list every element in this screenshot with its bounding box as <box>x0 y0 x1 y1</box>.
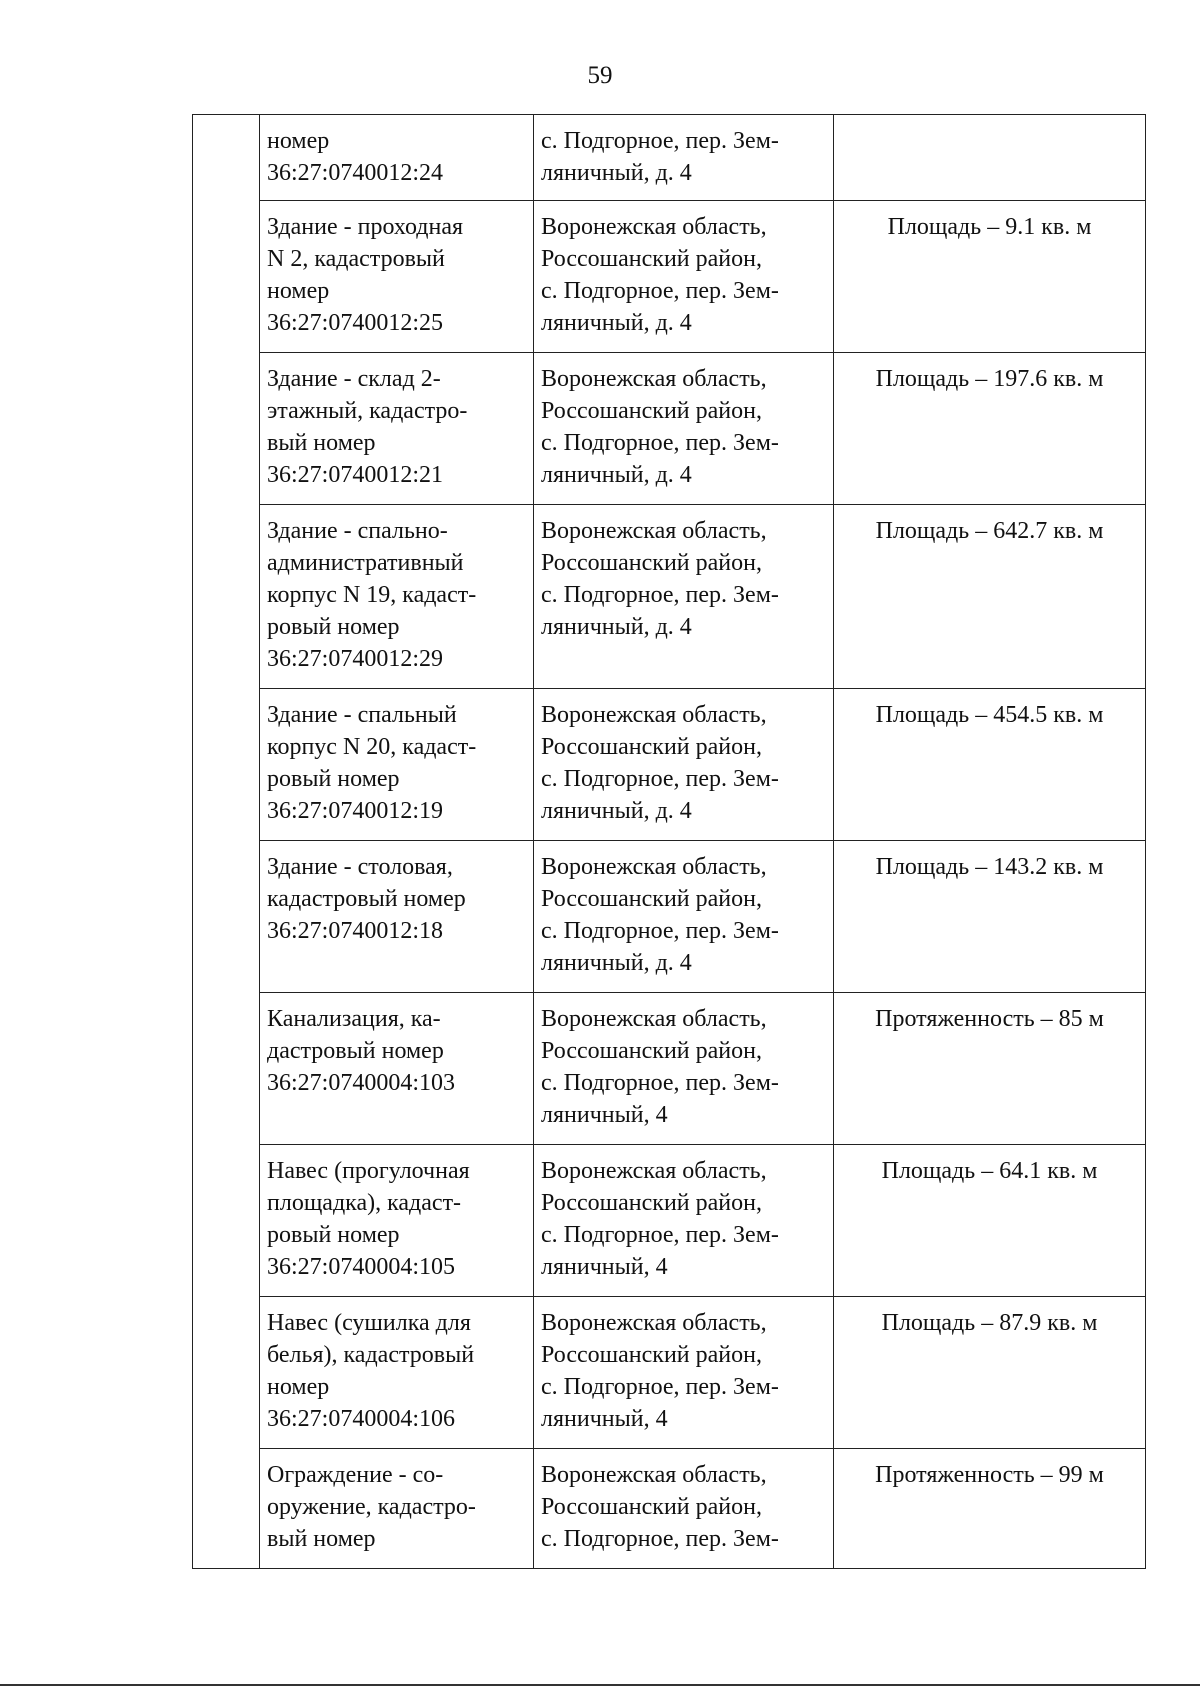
object-name-cell: номер 36:27:0740012:24 <box>260 115 534 201</box>
characteristics-cell: Площадь – 454.5 кв. м <box>834 689 1146 841</box>
characteristics-cell: Площадь – 143.2 кв. м <box>834 841 1146 993</box>
table-row <box>193 201 1146 353</box>
row-number-cell <box>193 1145 260 1297</box>
object-name-cell: Канализация, ка- дастровый номер 36:27:0740004:103 <box>260 993 534 1145</box>
address-cell: Воронежская область, Россошанский район, с. Подгорное, пер. Зем- ляничный, д. 4 <box>534 689 834 841</box>
characteristics-cell: Площадь – 64.1 кв. м <box>834 1145 1146 1297</box>
object-name-cell: Здание - столовая, кадастровый номер 36:27:0740012:18 <box>260 841 534 993</box>
table-row <box>193 353 1146 505</box>
object-name-cell: Навес (прогулочная площадка), кадаст- ровый номер 36:27:0740004:105 <box>260 1145 534 1297</box>
table-row <box>193 993 1146 1145</box>
row-number-cell <box>193 841 260 993</box>
address-cell: Воронежская область, Россошанский район, с. Подгорное, пер. Зем- ляничный, д. 4 <box>534 353 834 505</box>
address-cell: Воронежская область, Россошанский район, с. Подгорное, пер. Зем- ляничный, д. 4 <box>534 505 834 689</box>
object-name-cell: Здание - спально- административный корпус N 19, кадаст- ровый номер 36:27:0740012:29 <box>260 505 534 689</box>
row-number-cell <box>193 353 260 505</box>
characteristics-cell: Площадь – 9.1 кв. м <box>834 201 1146 353</box>
characteristics-cell: Площадь – 642.7 кв. м <box>834 505 1146 689</box>
table-row <box>193 1145 1146 1297</box>
table-row <box>193 1297 1146 1449</box>
table-row <box>193 841 1146 993</box>
row-number-cell <box>193 1297 260 1449</box>
object-name-cell: Ограждение - со- оружение, кадастро- вый номер <box>260 1449 534 1569</box>
object-name-cell: Здание - спальный корпус N 20, кадаст- ровый номер 36:27:0740012:19 <box>260 689 534 841</box>
object-name-cell: Навес (сушилка для белья), кадастровый номер 36:27:0740004:106 <box>260 1297 534 1449</box>
table-row <box>193 689 1146 841</box>
characteristics-cell: Площадь – 197.6 кв. м <box>834 353 1146 505</box>
address-cell: с. Подгорное, пер. Зем- ляничный, д. 4 <box>534 115 834 201</box>
row-number-cell <box>193 505 260 689</box>
table-row <box>193 1449 1146 1569</box>
row-number-cell <box>193 115 260 201</box>
characteristics-cell <box>834 115 1146 201</box>
characteristics-cell: Протяженность – 99 м <box>834 1449 1146 1569</box>
row-number-cell <box>193 993 260 1145</box>
object-name-cell: Здание - склад 2- этажный, кадастро- вый номер 36:27:0740012:21 <box>260 353 534 505</box>
address-cell: Воронежская область, Россошанский район, с. Подгорное, пер. Зем- ляничный, 4 <box>534 1297 834 1449</box>
characteristics-cell: Площадь – 87.9 кв. м <box>834 1297 1146 1449</box>
address-cell: Воронежская область, Россошанский район, с. Подгорное, пер. Зем- <box>534 1449 834 1569</box>
row-number-cell <box>193 201 260 353</box>
address-cell: Воронежская область, Россошанский район, с. Подгорное, пер. Зем- ляничный, 4 <box>534 1145 834 1297</box>
characteristics-cell: Протяженность – 85 м <box>834 993 1146 1145</box>
page-bottom-rule <box>0 1684 1200 1686</box>
table-row <box>193 505 1146 689</box>
address-cell: Воронежская область, Россошанский район, с. Подгорное, пер. Зем- ляничный, д. 4 <box>534 841 834 993</box>
address-cell: Воронежская область, Россошанский район, с. Подгорное, пер. Зем- ляничный, д. 4 <box>534 201 834 353</box>
row-number-cell <box>193 689 260 841</box>
property-table <box>192 114 1146 1569</box>
row-number-cell <box>193 1449 260 1569</box>
object-name-cell: Здание - проходная N 2, кадастровый номер 36:27:0740012:25 <box>260 201 534 353</box>
page-number: 59 <box>587 62 613 89</box>
address-cell: Воронежская область, Россошанский район, с. Подгорное, пер. Зем- ляничный, 4 <box>534 993 834 1145</box>
table-row <box>193 115 1146 201</box>
